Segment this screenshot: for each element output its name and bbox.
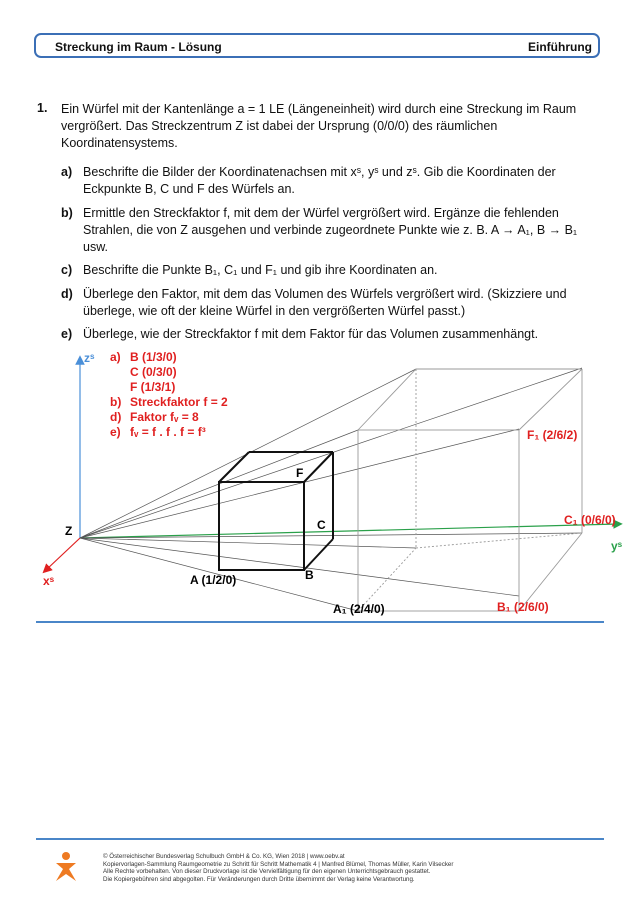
publisher-logo: [52, 851, 80, 885]
section-tag: Einführung: [528, 40, 592, 54]
footer-line: Kopiervorlagen-Sammlung Raumgeometrie zu Schritt für Schritt Mathematik 4 | Manfred Blümel, Thomas Müller, Karin Vilsecker: [103, 860, 454, 868]
solution-b-label: b): [110, 395, 122, 409]
label-B1: B₁ (2/6/0): [497, 600, 549, 614]
label-A1: A₁ (2/4/0): [333, 602, 385, 616]
solution-d-label: d): [110, 410, 122, 424]
solution-e: fᵥ = f . f . f = f³: [130, 425, 206, 439]
axis-label-x: xˢ: [43, 574, 55, 588]
item-text: Überlege den Faktor, mit dem das Volumen des Würfels vergrößert wird. (Skizziere und überlege, wie oft der kleine Würfel in den vergrößerten Würfel passt.): [83, 287, 567, 318]
label-A: A (1/2/0): [190, 573, 237, 587]
big-cube: [358, 369, 582, 611]
item-label: b): [61, 206, 73, 220]
divider-bottom: [36, 838, 604, 840]
footer-line: Alle Rechte vorbehalten. Von dieser Druckvorlage ist die Vervielfältigung für den eigenen Unterrichtsgebrauch gestattet.: [103, 868, 431, 876]
label-B: B: [305, 568, 314, 582]
item-label: e): [61, 327, 73, 341]
item-label: d): [61, 287, 73, 301]
small-cube: [219, 452, 333, 570]
solution-a-1: B (1/3/0): [130, 350, 177, 364]
stretch-figure: [0, 340, 640, 625]
footer-line: Die Kopiergebühren sind abgegolten. Für Veränderungen durch Dritte übernimmt der Verlag keine Verantwortung.: [103, 875, 415, 883]
solution-d: Faktor fᵥ = 8: [130, 410, 199, 424]
divider-top: [36, 621, 604, 623]
label-F: F: [296, 466, 304, 480]
footer-copyright: [103, 853, 583, 883]
solution-b: Streckfaktor f = 2: [130, 395, 228, 409]
label-Z: Z: [65, 524, 73, 538]
y-axis: [80, 524, 618, 538]
label-F1: F₁ (2/6/2): [527, 428, 578, 442]
solution-block: [110, 350, 228, 439]
x-axis: [46, 538, 80, 570]
task-number: 1.: [37, 101, 48, 115]
item-text: Beschrifte die Bilder der Koordinatenachsen mit xˢ, yˢ und zˢ. Gib die Koordinaten der Eckpunkte B, C und F des Würfels an.: [83, 165, 556, 196]
footer-line: © Österreichischer Bundesverlag Schulbuch GmbH & Co. KG, Wien 2018 | www.oebv.at: [103, 853, 345, 860]
page-title: Streckung im Raum - Lösung: [55, 40, 222, 54]
solution-e-label: e): [110, 425, 121, 439]
solution-a-2: C (0/3/0): [130, 365, 177, 379]
item-label: a): [61, 165, 73, 179]
solution-a-3: F (1/3/1): [130, 380, 176, 394]
solution-a-label: a): [110, 350, 121, 364]
axis-label-z: zˢ: [84, 351, 95, 365]
item-label: c): [61, 263, 73, 277]
label-C: C: [317, 518, 326, 532]
page-header: [34, 33, 600, 58]
label-C1: C₁ (0/6/0): [564, 513, 616, 527]
axis-label-y: yˢ: [611, 539, 623, 553]
task-intro: Ein Würfel mit der Kantenlänge a = 1 LE (Längeneinheit) wird durch eine Streckung im Raum vergrößert. Das Streckzentrum Z ist dabei der Ursprung (0/0/0) des räumlichen Koordinatensystems.: [61, 102, 577, 150]
item-text: Ermittle den Streckfaktor f, mit dem der Würfel vergrößert wird. Ergänze die fehlenden Strahlen, die von Z ausgehen und verbinde zugeordnete Punkte wie z. B. A → A₁, B → B₁ usw.: [83, 206, 578, 254]
item-text: Beschrifte die Punkte B₁, C₁ und F₁ und gib ihre Koordinaten an.: [83, 263, 438, 277]
item-text: Überlege, wie der Streckfaktor f mit dem Faktor für das Volumen zusammenhängt.: [83, 327, 539, 341]
